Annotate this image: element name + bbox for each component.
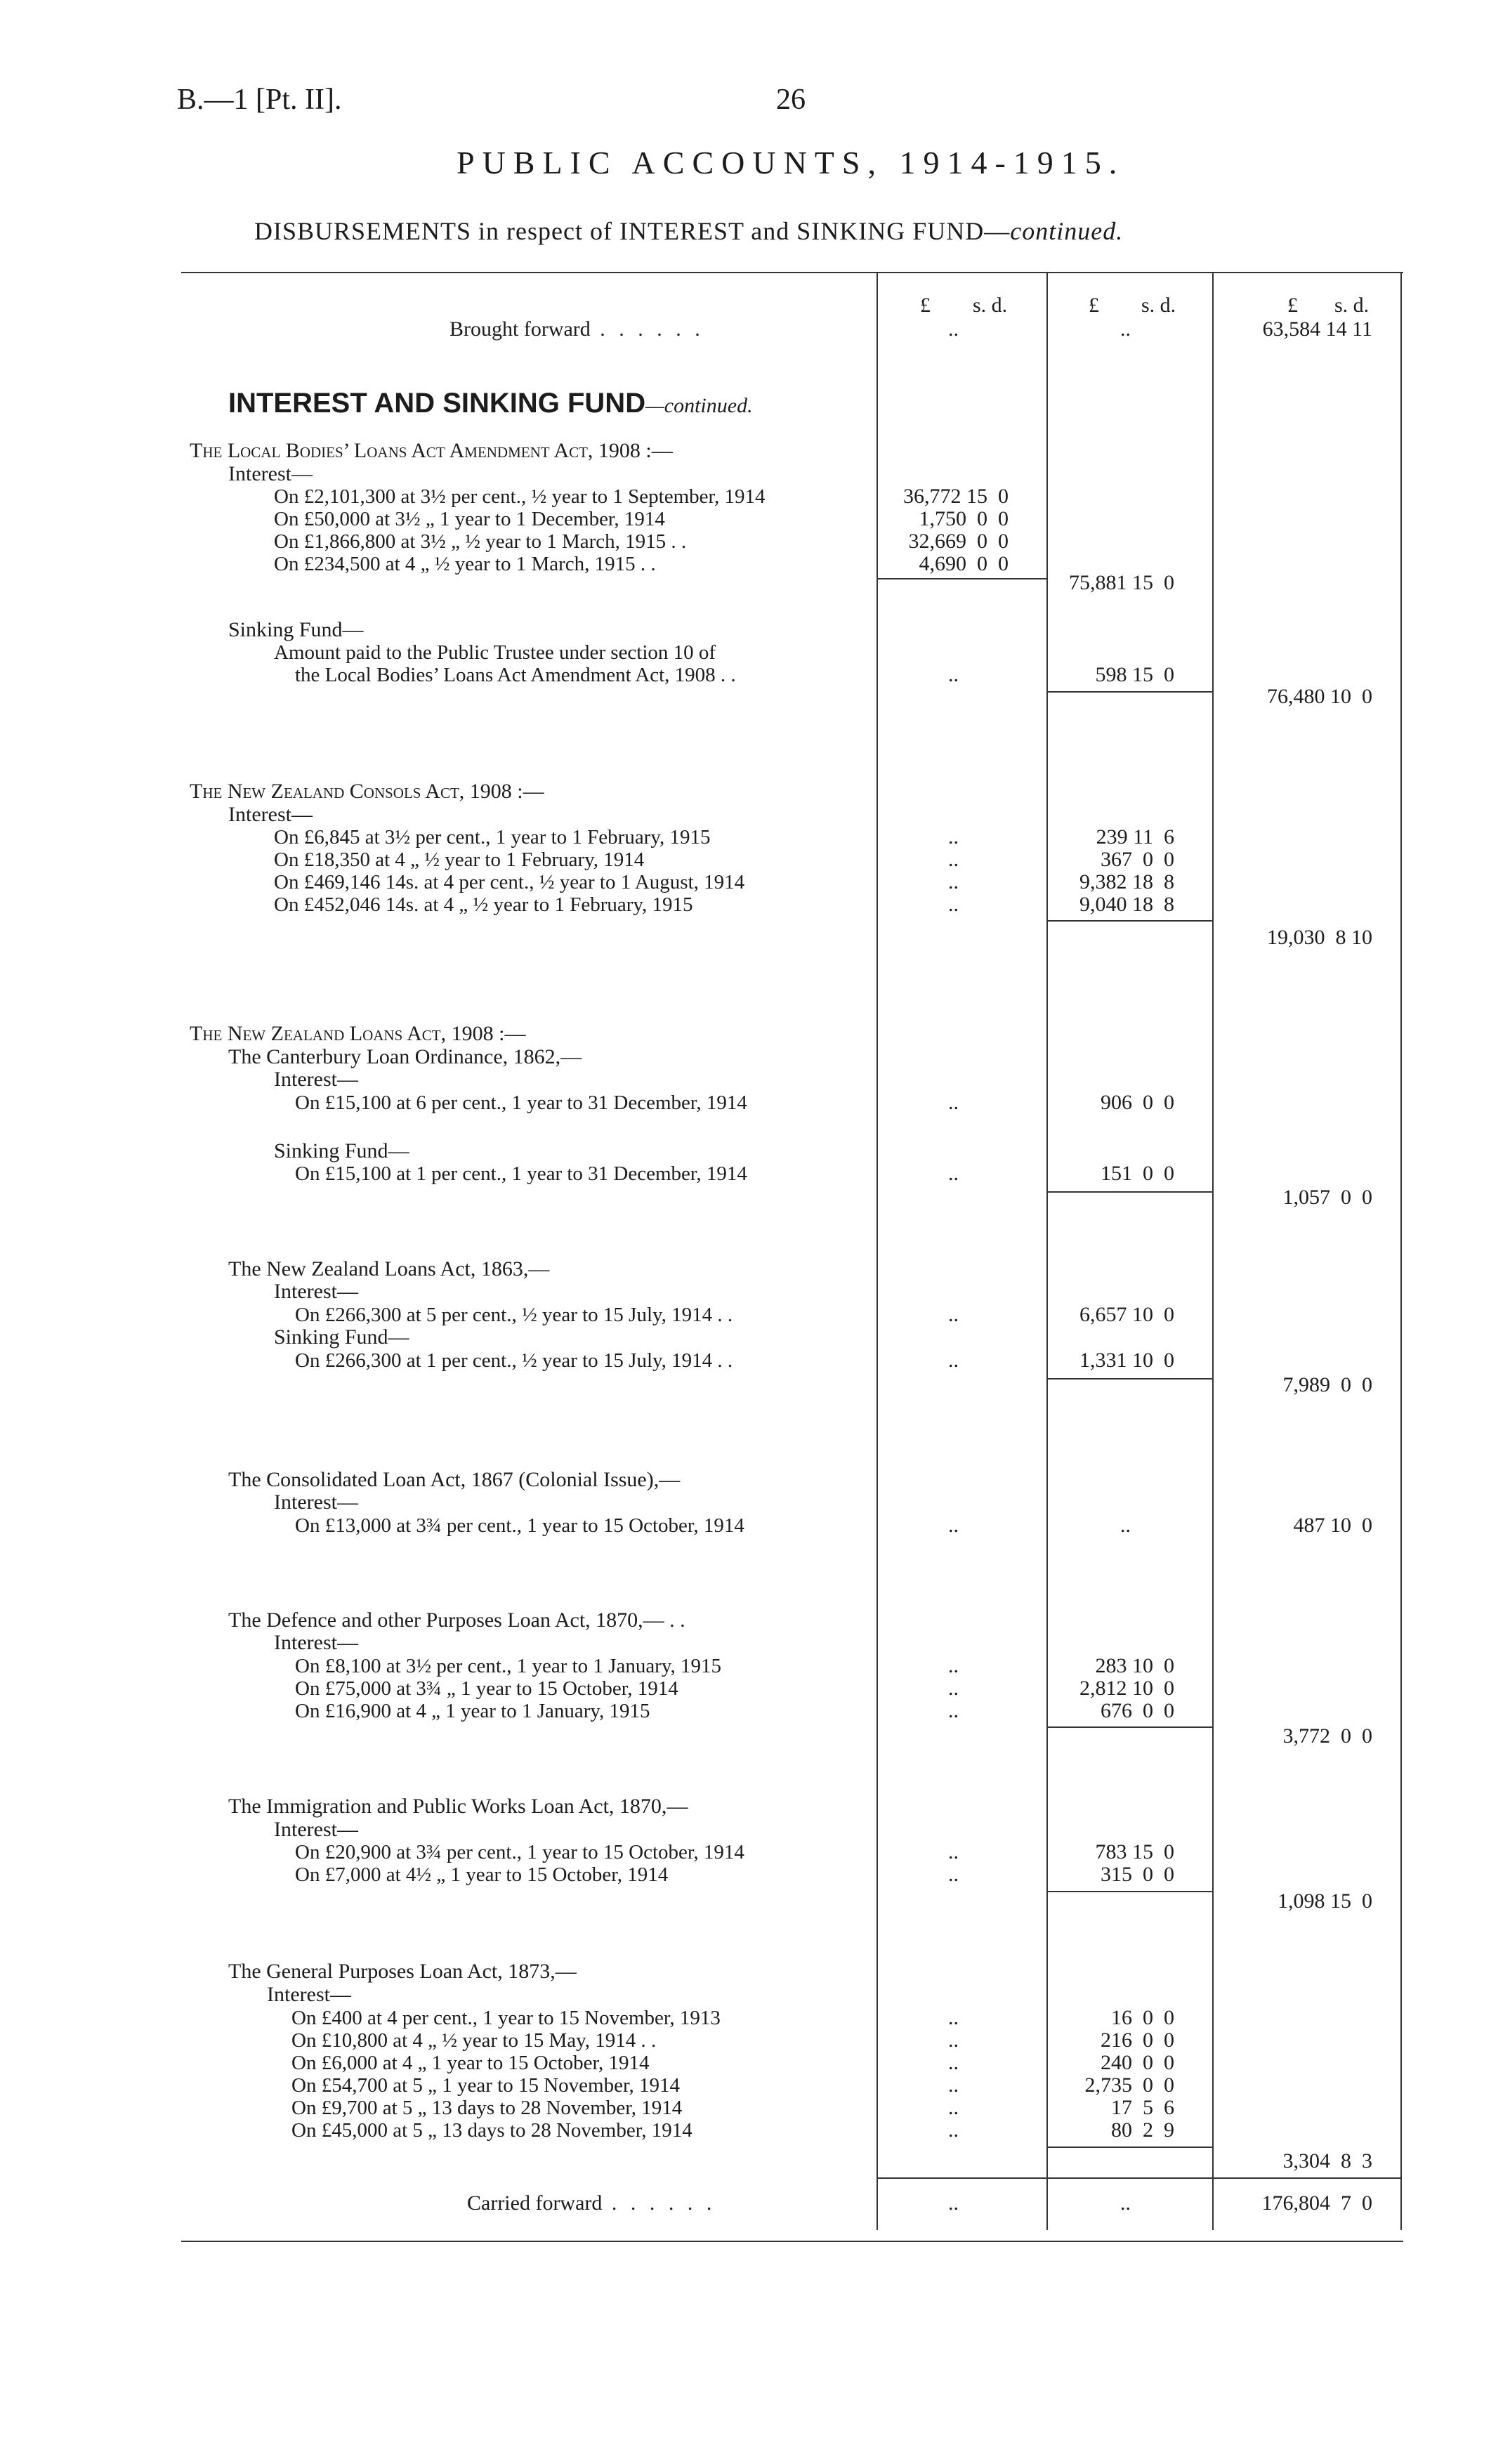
s8-row-3-c1: .. bbox=[948, 2073, 959, 2097]
s3-sinking-c1: .. bbox=[948, 1162, 959, 1185]
s3-interest-text: On £15,100 at 6 per cent., 1 year to 31 December, 1914 bbox=[295, 1092, 747, 1114]
s1-row-0: On £2,101,300 at 3½ per cent., ½ year to 1 September, 1914 bbox=[274, 485, 766, 508]
s2-interest-label: Interest— bbox=[228, 803, 313, 826]
s8-total: 3,304 8 3 bbox=[1282, 2149, 1372, 2173]
s4-sinking-text: On £266,300 at 1 per cent., ½ year to 15 July, 1914 . . bbox=[295, 1349, 733, 1372]
brought-forward-label: Brought forward . . . . . . bbox=[449, 317, 704, 341]
s4-sinking-label: Sinking Fund— bbox=[274, 1325, 409, 1349]
col3-sd-header: s. d. bbox=[1334, 294, 1370, 317]
col3-pound-header: £ bbox=[1287, 294, 1298, 317]
s1-sinking-label: Sinking Fund— bbox=[228, 618, 364, 641]
s7-row-1-c2: 315 0 0 bbox=[1101, 1863, 1174, 1886]
s7-row-1-c1: .. bbox=[948, 1863, 959, 1886]
page-subtitle bbox=[254, 216, 1123, 246]
s2-title: The New Zealand Consols Act, 1908 :— bbox=[190, 780, 544, 803]
table-right-rule bbox=[1400, 272, 1402, 2230]
s2-row-2-c2: 9,382 18 8 bbox=[1079, 870, 1174, 893]
s8-row-1-c2: 216 0 0 bbox=[1101, 2029, 1174, 2052]
col2-sd-header: s. d. bbox=[1141, 294, 1176, 317]
s7-row-0: On £20,900 at 3¾ per cent., 1 year to 15 October, 1914 bbox=[295, 1841, 744, 1863]
page-number: 26 bbox=[776, 84, 806, 116]
s2-row-1-c2: 367 0 0 bbox=[1101, 848, 1174, 871]
col2-left-rule bbox=[1046, 272, 1048, 2230]
s5-title: The Consolidated Loan Act, 1867 (Colonial Issue),— bbox=[228, 1468, 681, 1491]
carried-forward-c2: .. bbox=[1120, 2191, 1131, 2215]
s1-title: The Local Bodies’ Loans Act Amendment Act, 1908 :— bbox=[190, 439, 673, 462]
s7-total: 1,098 15 0 bbox=[1278, 1889, 1372, 1913]
s7-row-0-c2: 783 15 0 bbox=[1095, 1840, 1174, 1863]
s1-c1-rule bbox=[878, 578, 1046, 579]
col1-sd-header: s. d. bbox=[973, 294, 1008, 317]
s1-row-0-c1: 36,772 15 0 bbox=[903, 485, 1009, 508]
s6-title: The Defence and other Purposes Loan Act, 1870,— . . bbox=[228, 1608, 685, 1632]
s8-row-1-c1: .. bbox=[948, 2029, 959, 2052]
s3-sub: The Canterbury Loan Ordinance, 1862,— bbox=[228, 1045, 582, 1068]
s8-row-0-c2: 16 0 0 bbox=[1111, 2006, 1174, 2029]
s8-row-4-c1: .. bbox=[948, 2096, 959, 2119]
col1-pound-header: £ bbox=[920, 294, 931, 317]
s8-row-2-c2: 240 0 0 bbox=[1101, 2051, 1174, 2074]
s5-text: On £13,000 at 3¾ per cent., 1 year to 15 October, 1914 bbox=[295, 1514, 744, 1537]
s8-row-5-c2: 80 2 9 bbox=[1111, 2118, 1174, 2142]
s8-interest-label: Interest— bbox=[267, 1983, 351, 2006]
s8-row-2-c1: .. bbox=[948, 2051, 959, 2074]
s1-sinking-line1: Amount paid to the Public Trustee under section 10 of bbox=[274, 641, 716, 664]
s1-row-3: On £234,500 at 4 „ ½ year to 1 March, 1915 . . bbox=[274, 553, 656, 575]
s3-sinking-text: On £15,100 at 1 per cent., 1 year to 31 December, 1914 bbox=[295, 1162, 747, 1185]
s5-c2: .. bbox=[1120, 1514, 1131, 1537]
brought-forward-c1: .. bbox=[948, 317, 959, 341]
s4-interest-text: On £266,300 at 5 per cent., ½ year to 15 July, 1914 . . bbox=[295, 1304, 733, 1326]
s2-c2-rule bbox=[1048, 920, 1212, 922]
s5-c1: .. bbox=[948, 1514, 959, 1537]
s5-interest-label: Interest— bbox=[274, 1490, 358, 1514]
carried-forward-c3: 176,804 7 0 bbox=[1261, 2191, 1372, 2215]
s8-row-0: On £400 at 4 per cent., 1 year to 15 November, 1913 bbox=[291, 2007, 721, 2029]
col1-left-rule bbox=[877, 272, 878, 2230]
s6-c2-rule bbox=[1048, 1726, 1212, 1728]
s6-row-2-c1: .. bbox=[948, 1699, 959, 1722]
s3-total: 1,057 0 0 bbox=[1282, 1186, 1372, 1209]
table-top-rule bbox=[181, 272, 1403, 273]
s8-title: The General Purposes Loan Act, 1873,— bbox=[228, 1960, 577, 1983]
s1-c2-rule bbox=[1048, 691, 1212, 693]
carried-forward-label: Carried forward . . . . . . bbox=[467, 2191, 716, 2215]
section-heading: INTEREST AND SINKING FUND—continued. bbox=[228, 388, 753, 419]
s8-row-2: On £6,000 at 4 „ 1 year to 15 October, 1914 bbox=[291, 2052, 650, 2074]
carried-forward-c1: .. bbox=[948, 2191, 959, 2215]
s8-row-5: On £45,000 at 5 „ 13 days to 28 November, 1914 bbox=[291, 2119, 692, 2142]
s2-row-0: On £6,845 at 3½ per cent., 1 year to 1 February, 1915 bbox=[274, 826, 711, 848]
s8-row-1: On £10,800 at 4 „ ½ year to 15 May, 1914 . . bbox=[291, 2029, 657, 2052]
s8-row-3: On £54,700 at 5 „ 1 year to 15 November, 1914 bbox=[291, 2074, 680, 2097]
brought-forward-c2: .. bbox=[1120, 317, 1131, 341]
s6-row-1-c2: 2,812 10 0 bbox=[1079, 1677, 1174, 1700]
s6-row-0-c1: .. bbox=[948, 1654, 959, 1677]
s7-interest-label: Interest— bbox=[274, 1818, 358, 1841]
col2-pound-header: £ bbox=[1089, 294, 1099, 317]
s1-row-2: On £1,866,800 at 3½ „ ½ year to 1 March, 1915 . . bbox=[274, 530, 687, 553]
s6-row-2-c2: 676 0 0 bbox=[1101, 1699, 1174, 1722]
s7-row-1: On £7,000 at 4½ „ 1 year to 15 October, 1914 bbox=[295, 1863, 669, 1886]
s2-row-3: On £452,046 14s. at 4 „ ½ year to 1 February, 1915 bbox=[274, 893, 693, 916]
s2-row-3-c2: 9,040 18 8 bbox=[1079, 893, 1174, 916]
s6-interest-label: Interest— bbox=[274, 1631, 358, 1654]
s6-row-0: On £8,100 at 3½ per cent., 1 year to 1 January, 1915 bbox=[295, 1655, 721, 1677]
s6-row-0-c2: 283 10 0 bbox=[1095, 1654, 1174, 1677]
s7-title: The Immigration and Public Works Loan Act, 1870,— bbox=[228, 1795, 688, 1818]
s2-row-0-c2: 239 11 6 bbox=[1096, 825, 1174, 848]
subtitle-main: DISBURSEMENTS in respect of INTEREST and SINKING FUND— bbox=[254, 217, 1011, 245]
s3-c2-rule bbox=[1048, 1191, 1212, 1193]
s4-interest-c1: .. bbox=[948, 1303, 959, 1326]
s7-row-0-c1: .. bbox=[948, 1840, 959, 1863]
s8-row-3-c2: 2,735 0 0 bbox=[1084, 2073, 1174, 2097]
s7-c2-rule bbox=[1048, 1891, 1212, 1892]
s3-interest-c1: .. bbox=[948, 1091, 959, 1114]
s1-total: 76,480 10 0 bbox=[1267, 685, 1372, 708]
s6-row-1: On £75,000 at 3¾ „ 1 year to 15 October, 1914 bbox=[295, 1677, 678, 1700]
s3-interest-label: Interest— bbox=[274, 1068, 358, 1091]
s1-row-1-c1: 1,750 0 0 bbox=[919, 507, 1009, 530]
s8-row-4: On £9,700 at 5 „ 13 days to 28 November, 1914 bbox=[291, 2097, 683, 2119]
s6-row-1-c1: .. bbox=[948, 1677, 959, 1700]
s3-interest-c2: 906 0 0 bbox=[1101, 1091, 1174, 1114]
s1-row-2-c1: 32,669 0 0 bbox=[908, 530, 1009, 553]
s1-row-3-c1: 4,690 0 0 bbox=[919, 552, 1009, 575]
carried-forward-rule bbox=[878, 2177, 1400, 2179]
s4-interest-c2: 6,657 10 0 bbox=[1079, 1303, 1174, 1326]
s6-row-2: On £16,900 at 4 „ 1 year to 1 January, 1915 bbox=[295, 1700, 650, 1722]
s2-row-3-c1: .. bbox=[948, 893, 959, 916]
s4-sinking-c2: 1,331 10 0 bbox=[1079, 1349, 1174, 1372]
s2-row-2-c1: .. bbox=[948, 870, 959, 893]
s4-total: 7,989 0 0 bbox=[1282, 1373, 1372, 1396]
s4-title: The New Zealand Loans Act, 1863,— bbox=[228, 1257, 550, 1280]
s5-total: 487 10 0 bbox=[1293, 1514, 1372, 1537]
s8-row-5-c1: .. bbox=[948, 2118, 959, 2142]
table-bottom-rule bbox=[181, 2241, 1403, 2242]
page-title: PUBLIC ACCOUNTS, 1914-1915. bbox=[457, 145, 1125, 181]
s2-row-1: On £18,350 at 4 „ ½ year to 1 February, 1914 bbox=[274, 848, 645, 871]
brought-forward-c3: 63,584 14 11 bbox=[1262, 317, 1372, 341]
s8-row-0-c1: .. bbox=[948, 2006, 959, 2029]
s4-c2-rule bbox=[1048, 1378, 1212, 1380]
s6-total: 3,772 0 0 bbox=[1282, 1724, 1372, 1748]
s2-row-1-c1: .. bbox=[948, 848, 959, 871]
s1-row-1: On £50,000 at 3½ „ 1 year to 1 December, 1914 bbox=[274, 508, 665, 530]
s1-interest-total: 75,881 15 0 bbox=[1069, 571, 1174, 594]
subtitle-continued: continued. bbox=[1010, 217, 1124, 245]
s8-c2-rule bbox=[1048, 2147, 1212, 2148]
s2-total: 19,030 8 10 bbox=[1267, 926, 1372, 949]
s2-row-0-c1: .. bbox=[948, 825, 959, 848]
s1-sinking-c1: .. bbox=[948, 663, 959, 686]
s4-sinking-c1: .. bbox=[948, 1349, 959, 1372]
s4-interest-label: Interest— bbox=[274, 1280, 358, 1303]
page-ref: B.—1 [Pt. II]. bbox=[177, 84, 342, 116]
s3-title: The New Zealand Loans Act, 1908 :— bbox=[190, 1022, 526, 1045]
s3-sinking-label: Sinking Fund— bbox=[274, 1139, 409, 1162]
s1-interest-label: Interest— bbox=[228, 462, 313, 485]
s3-sinking-c2: 151 0 0 bbox=[1101, 1162, 1174, 1185]
s1-sinking-line2: the Local Bodies’ Loans Act Amendment Act, 1908 . . bbox=[295, 664, 736, 686]
s2-row-2: On £469,146 14s. at 4 per cent., ½ year to 1 August, 1914 bbox=[274, 871, 745, 893]
s1-sinking-c2: 598 15 0 bbox=[1095, 663, 1174, 686]
s8-row-4-c2: 17 5 6 bbox=[1111, 2096, 1174, 2119]
col3-left-rule bbox=[1212, 272, 1214, 2230]
